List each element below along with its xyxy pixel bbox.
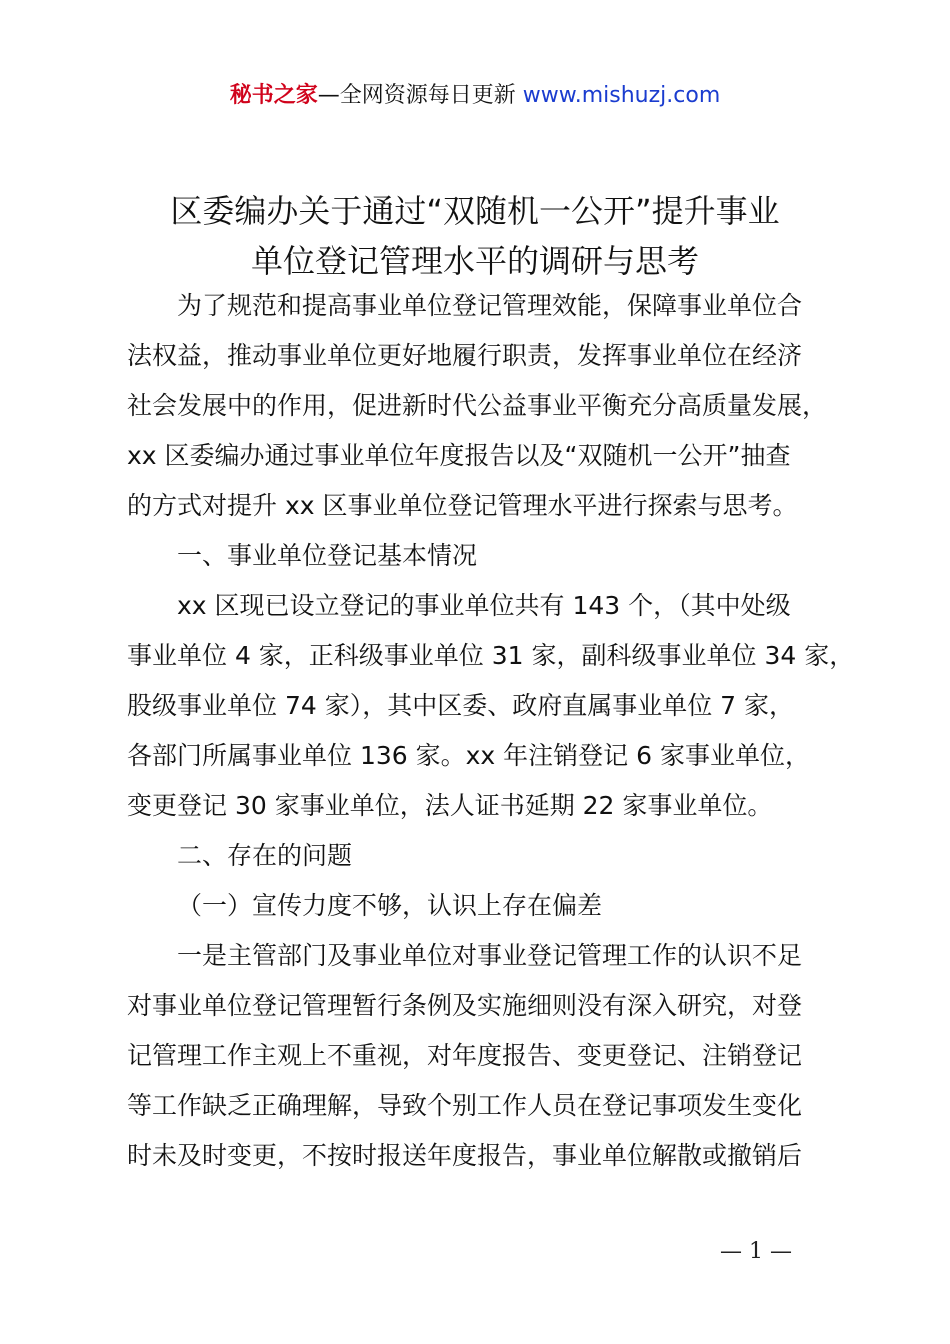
intro-paragraph-line: 为了规范和提高事业单位登记管理效能，保障事业单位合 (177, 291, 803, 320)
situation-paragraph-line: 各部门所属事业单位 136 家。xx 年注销登记 6 家事业单位， (127, 741, 810, 770)
intro-paragraph-line: 法权益，推动事业单位更好地履行职责，发挥事业单位在经济 (127, 341, 803, 370)
subsection-heading-1: （一）宣传力度不够，认识上存在偏差 (177, 891, 603, 920)
problem-paragraph-line: 等工作缺乏正确理解，导致个别工作人员在登记事项发生变化 (127, 1091, 803, 1120)
situation-paragraph-line: 变更登记 30 家事业单位，法人证书延期 22 家事业单位。 (127, 791, 773, 820)
title-line-2: 单位登记管理水平的调研与思考 (250, 242, 699, 280)
problem-paragraph-line: 时未及时变更，不按时报送年度报告，事业单位解散或撤销后 (127, 1141, 803, 1170)
situation-paragraph-line: 事业单位 4 家，正科级事业单位 31 家，副科级事业单位 34 家， (127, 641, 855, 670)
problem-paragraph-line: 一是主管部门及事业单位对事业登记管理工作的认识不足 (177, 941, 803, 970)
document-title (100, 186, 850, 286)
intro-paragraph-line: 社会发展中的作用，促进新时代公益事业平衡充分高质量发展， (127, 391, 828, 420)
problem-paragraph-line: 对事业单位登记管理暂行条例及实施细则没有深入研究，对登 (127, 991, 803, 1020)
intro-paragraph-line: xx 区委编办通过事业单位年度报告以及“双随机一公开”抽查 (127, 441, 791, 470)
brand-name: 秘书之家 (229, 83, 318, 108)
section-heading-2: 二、存在的问题 (177, 841, 353, 870)
document-body (127, 281, 855, 1181)
website-link[interactable]: www.mishuzj.com (522, 83, 721, 108)
problem-paragraph-line: 记管理工作主观上不重视，对年度报告、变更登记、注销登记 (127, 1041, 803, 1070)
title-line-1: 区委编办关于通过“双随机一公开”提升事业 (170, 192, 780, 230)
intro-paragraph-line: 的方式对提升 xx 区事业单位登记管理水平进行探索与思考。 (127, 491, 798, 520)
situation-paragraph-line: 股级事业单位 74 家），其中区委、政府直属事业单位 7 家， (127, 691, 795, 720)
site-header (0, 80, 950, 112)
section-heading-1: 一、事业单位登记基本情况 (177, 541, 478, 570)
situation-paragraph-line: xx 区现已设立登记的事业单位共有 143 个，（其中处级 (177, 591, 791, 620)
header-slogan: —全网资源每日更新 (317, 83, 516, 108)
page-number: — 1 — (720, 1239, 792, 1264)
